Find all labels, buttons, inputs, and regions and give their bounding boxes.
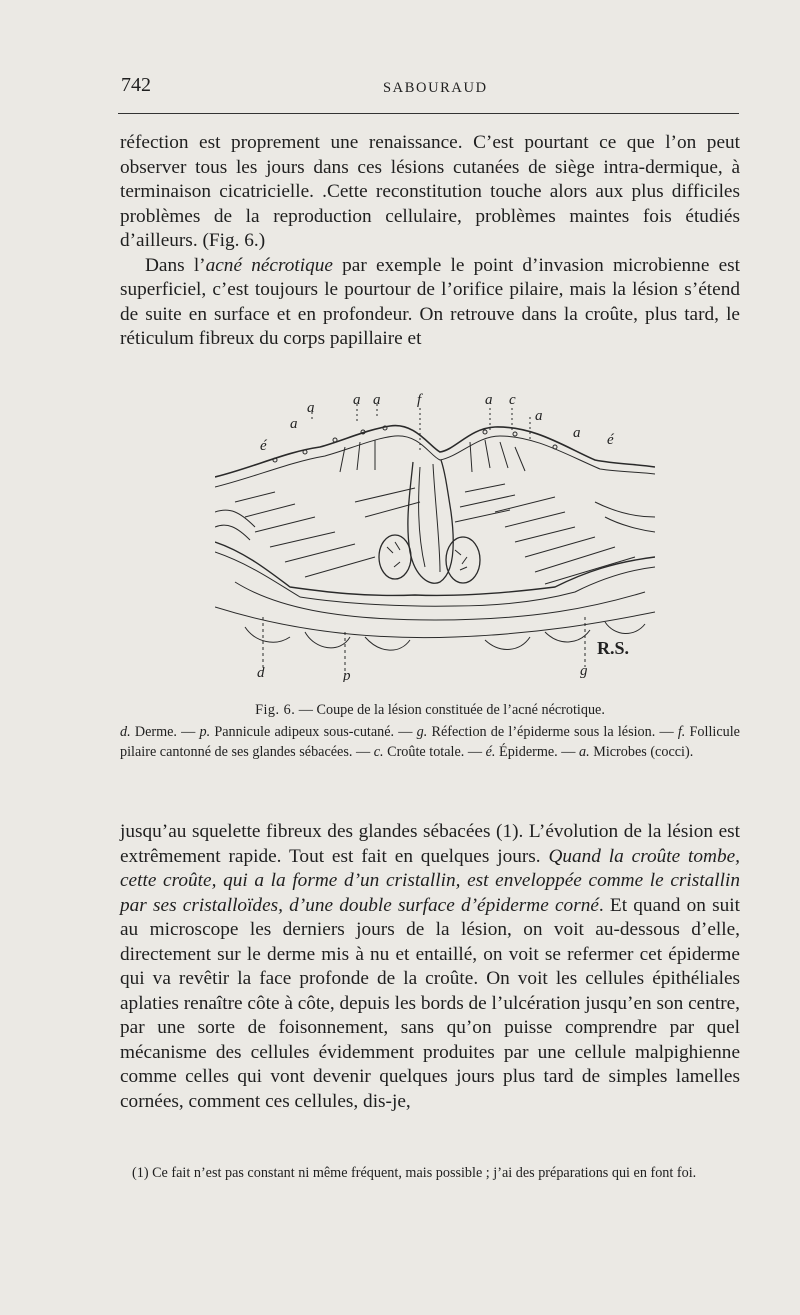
header-rule: [118, 113, 739, 114]
caption-title: [120, 700, 740, 720]
page-number: 742: [121, 74, 151, 96]
label-f: f: [417, 392, 422, 408]
legend-text-f: Follicule pilaire cantonné de ses glandes sébacées. —: [120, 724, 740, 760]
body-text-bottom: [120, 820, 740, 1114]
para3-italic: Quand la croûte tombe, cette croûte, qui a la forme d’un cristallin, est enveloppée comme le cristallin par ses cristalloïdes, d’une double surface d’épiderme corné: [120, 845, 740, 916]
legend-key-f: f.: [677, 724, 686, 740]
legend-key-p: p.: [199, 724, 211, 740]
footnote-text: (1) Ce fait n’est pas constant ni même fréquent, mais possible ; j’ai des préparations qui en font foi.: [132, 1165, 697, 1181]
legend-key-d: d.: [120, 724, 131, 740]
legend-key-g: g.: [416, 724, 428, 740]
para3-s1: jusqu’au squelette fibreux des glandes sébacées (1). L’évolution de la lésion est extrêmement rapide. Tout est fait en quelques jours.: [120, 821, 740, 867]
artist-signature: R.S.: [597, 638, 630, 658]
body-text-top: [120, 131, 740, 352]
label-a-7: a: [573, 425, 581, 441]
paragraph-2: [120, 254, 740, 352]
para3-s3: . Et quand on suit au microscope les derniers jours de la lésion, on voit au-dessous d’elle, directement sur le derme mis à nu et entaillé, on voit se refermer cet épiderme qui va revêtir la face profonde de la croûte. On voit les cellules épithéliales aplaties renaître côte à côte, depuis les bords de l’ulcération jusqu’en son centre, par une sorte de foisonnement, sans qu’on puisse comprendre par quel mécanisme des cellules évidemment produites par une cellule malpighienne comme celles qui vont devenir quelques jours plus tard de simples lamelles cornées, comment ces cellules, dis-je,: [120, 894, 740, 1112]
label-c: c: [509, 392, 516, 408]
figure-acne-lesion-illustration: [215, 392, 655, 682]
legend-text-c: Croûte totale. —: [383, 744, 486, 760]
running-title: SABOURAUD: [383, 80, 488, 96]
footnote: [120, 1163, 740, 1183]
para2-emph: acné nécrotique: [205, 254, 333, 276]
label-e-left: é: [260, 438, 267, 454]
label-a-4: a: [485, 392, 493, 408]
para2-rest: par exemple le point d’invasion microbienne est superficiel, c’est toujours le pourtour de l’orifice pilaire, mais la lésion s’étend de suite en surface et en profondeur. On retrouve dans la croûte, plus tard, le réticulum fibreux du corps papillaire et: [120, 254, 740, 349]
legend-text-d: Derme. —: [130, 724, 200, 740]
legend-text-e: Épiderme. —: [495, 744, 580, 760]
label-a-3: a: [373, 392, 381, 408]
label-a-2: a: [353, 392, 361, 408]
label-a-6: a: [290, 416, 298, 432]
para2-prefix: Dans l’: [145, 254, 206, 276]
paragraph-1: réfection est proprement une renaissance. C’est pourtant ce que l’on peut observer tous les jours dans ces lésions cutanées de siège intra-dermique, à terminaison cicatricielle. .Cette reconstitution touche alors aux plus difficiles problèmes de la reproduction cellulaire, problèmes maintes fois étudiés d’ailleurs. (Fig. 6.): [120, 132, 740, 251]
label-d: d: [257, 665, 265, 681]
label-g: g: [580, 663, 588, 679]
legend-key-a: a.: [579, 744, 590, 760]
legend-text-p: Pannicule adipeux sous-cutané. —: [210, 724, 417, 740]
legend-key-e: é.: [485, 744, 496, 760]
label-a-5: a: [535, 408, 543, 424]
legend-text-a: Microbes (cocci).: [589, 744, 694, 760]
figure-caption: [120, 700, 740, 762]
legend-key-c: c.: [373, 744, 384, 760]
label-a-1: a: [307, 400, 315, 416]
fig-label: Fig. 6.: [255, 702, 296, 718]
caption-legend: [120, 722, 740, 762]
legend-text-g: Réfection de l’épiderme sous la lésion. —: [427, 724, 678, 740]
label-e-right: é: [607, 432, 614, 448]
caption-title-text: — Coupe de la lésion constituée de l’acné nécrotique.: [295, 702, 605, 718]
paragraph-3: [120, 820, 740, 1114]
label-p: p: [343, 668, 351, 682]
